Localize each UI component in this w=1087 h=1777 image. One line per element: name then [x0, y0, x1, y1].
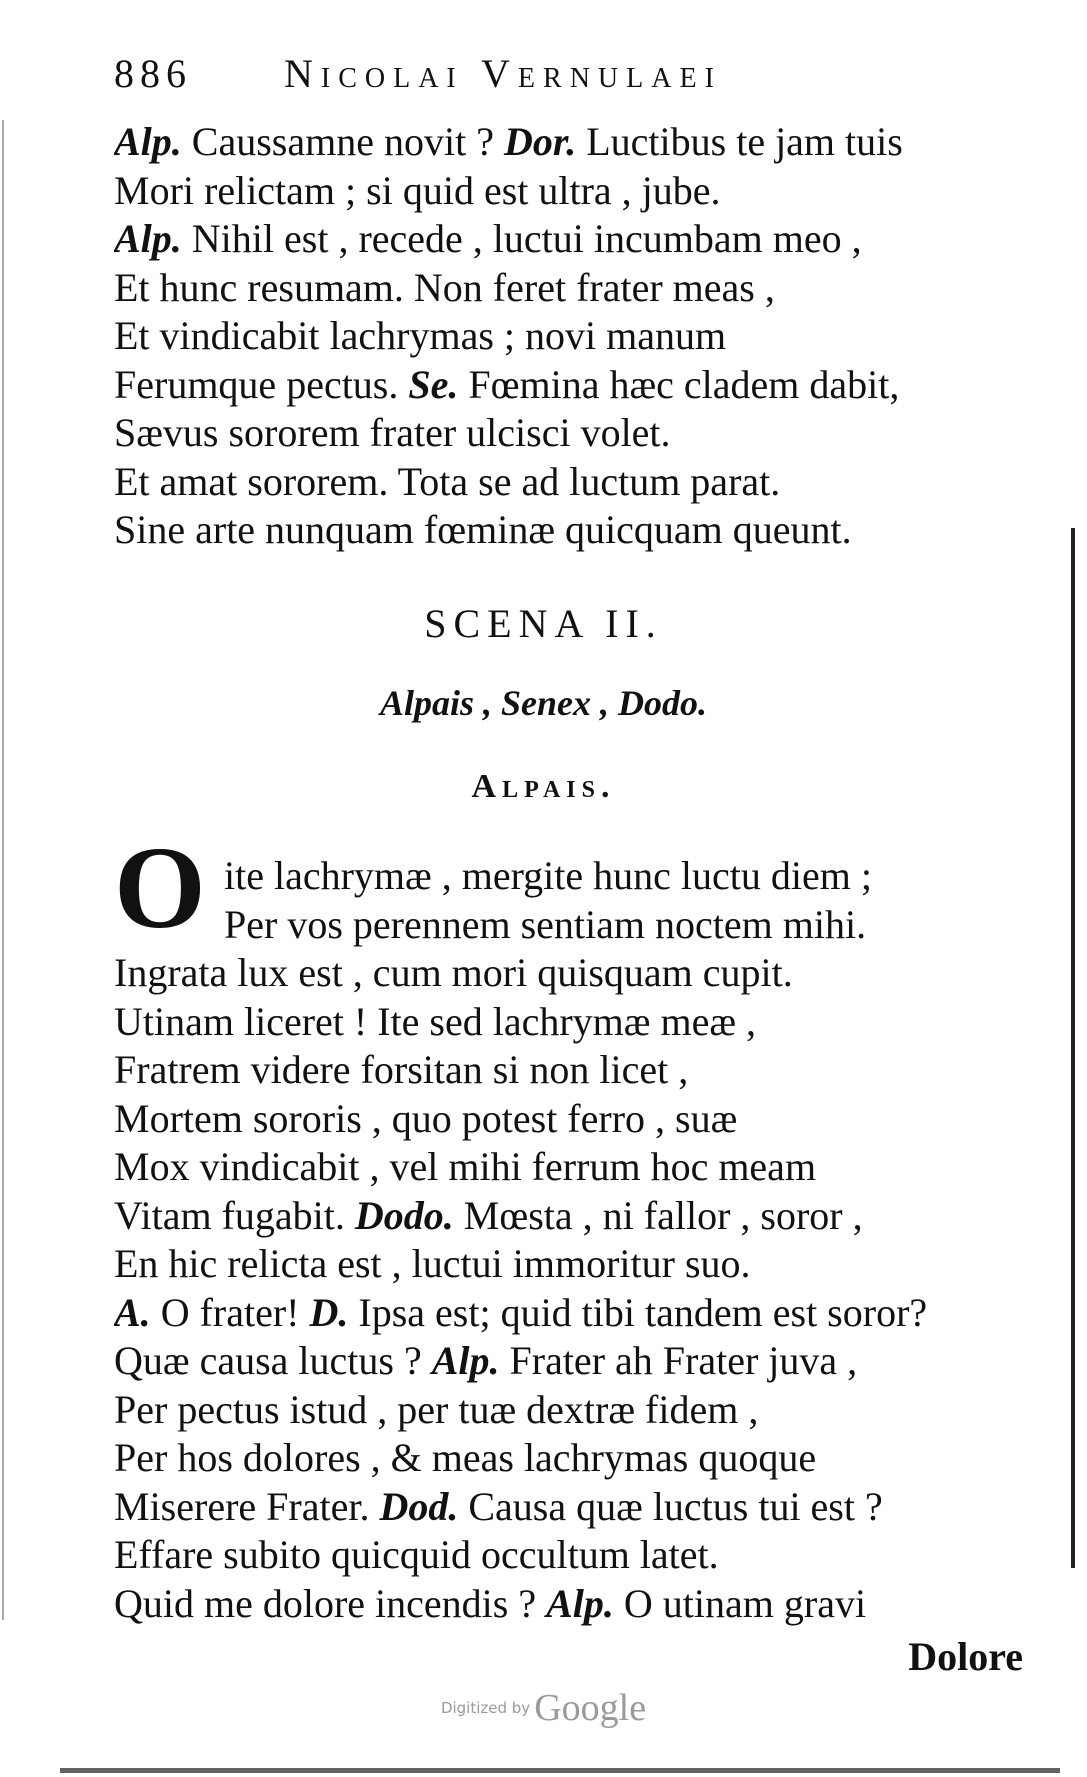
verse-text: Utinam liceret ! Ite sed lachrymæ meæ , — [114, 998, 757, 1044]
speaker-label: Alp. — [546, 1580, 614, 1626]
verse-text: Quid me dolore incendis ? — [114, 1580, 537, 1626]
verse-line — [114, 264, 1034, 313]
verse-text: Miserere Frater. — [114, 1483, 370, 1529]
verse-text: Per vos perennem sentiam noctem mihi. — [224, 901, 867, 947]
bottom-edge — [60, 1768, 1060, 1773]
digitization-watermark — [0, 1686, 1087, 1736]
verse-block-1 — [114, 118, 1034, 555]
verse-text: ite lachrymæ , mergite hunc luctu diem ; — [224, 853, 872, 898]
verse-line — [114, 1531, 1034, 1580]
verse-line — [114, 312, 1034, 361]
verse-text: Et amat sororem. Tota se ad luctum parat. — [114, 458, 781, 504]
verse-line — [114, 1289, 1034, 1338]
verse-line — [114, 1434, 1034, 1483]
verse-line — [114, 458, 1034, 507]
verse-line — [114, 1143, 1034, 1192]
verse-line — [114, 409, 1034, 458]
running-title: Nicolai Vernulaei — [284, 51, 722, 96]
page-edge-shadow — [1071, 528, 1075, 1568]
verse-text: Per pectus istud , per tuæ dextræ fidem , — [114, 1386, 759, 1432]
verse-line — [114, 1046, 1034, 1095]
verse-line — [114, 1240, 1034, 1289]
verse-line — [114, 167, 1034, 216]
verse-line — [114, 949, 1034, 998]
verse-line — [114, 1386, 1034, 1435]
verse-text: Mortem sororis , quo potest ferro , suæ — [114, 1095, 738, 1141]
speaker-label: D. — [309, 1289, 349, 1335]
verse-line — [114, 1337, 1034, 1386]
page-number: 886 — [114, 51, 192, 96]
verse-text: Nihil est , recede , luctui incumbam meo , — [191, 216, 862, 261]
verse-text: Per hos dolores , & meas lachrymas quoque — [114, 1435, 817, 1480]
verse-text: Quæ causa luctus ? — [114, 1338, 422, 1383]
speaker-label: Alp. — [114, 216, 182, 261]
verse-text: Et vindicabit lachrymas ; novi manum — [114, 313, 727, 358]
speaker-heading: Alpais. — [471, 768, 616, 805]
verse-line — [114, 361, 1034, 410]
speaker-label: Dodo. — [354, 1192, 454, 1238]
verse-text: Frater ah Frater juva , — [509, 1338, 858, 1383]
verse-line — [114, 215, 1034, 264]
verse-text: Ingrata lux est , cum mori quisquam cupit. — [114, 950, 793, 995]
speaker-label: Alp. — [114, 119, 182, 164]
verse-text: Luctibus te jam tuis — [586, 119, 903, 164]
verse-text: Effare subito quicquid occultum latet. — [114, 1532, 719, 1577]
verse-line — [114, 1192, 1034, 1241]
speaker-label: A. — [114, 1289, 151, 1335]
verse-text: O frater! — [160, 1289, 300, 1335]
verse-block-2 — [114, 852, 1034, 1628]
catchword: Dolore — [908, 1634, 1023, 1679]
drop-capital: O — [114, 822, 206, 953]
watermark-prefix: Digitized by — [440, 1699, 531, 1717]
verse-text: Fratrem videre forsitan si non licet , — [114, 1047, 689, 1092]
verse-line — [114, 506, 1034, 555]
speaker-label: Dor. — [503, 119, 577, 164]
verse-text: Vitam fugabit. — [114, 1192, 345, 1238]
running-header — [114, 50, 934, 100]
page-edge-left — [2, 120, 4, 1620]
verse-line — [114, 901, 1034, 950]
verse-line — [114, 1095, 1034, 1144]
verse-text: Sævus sororem frater ulcisci volet. — [114, 410, 671, 455]
verse-text: Caussamne novit ? — [191, 119, 494, 164]
verse-text: Mœsta , ni fallor , soror , — [463, 1192, 863, 1238]
verse-text: O utinam gravi — [623, 1580, 867, 1626]
verse-line — [114, 998, 1034, 1047]
verse-text: Et hunc resumam. Non feret frater meas , — [114, 264, 775, 310]
scene-title: SCENA II. — [424, 601, 663, 646]
verse-text: Mori relictam ; si quid est ultra , jube. — [114, 167, 721, 213]
verse-line — [114, 852, 1034, 901]
speaker-label: Alp. — [431, 1338, 500, 1383]
verse-text: Mox vindicabit , vel mihi ferrum hoc meam — [114, 1144, 817, 1189]
verse-text: Fœmina hæc cladem dabit, — [468, 361, 900, 407]
verse-text: Ipsa est; quid tibi tandem est soror? — [358, 1289, 928, 1335]
verse-line — [114, 118, 1034, 167]
speaker-label: Se. — [408, 361, 459, 407]
verse-line — [114, 1483, 1034, 1532]
verse-text: Ferumque pectus. — [114, 361, 399, 407]
verse-text: En hic relicta est , luctui immoritur suo. — [114, 1241, 751, 1286]
verse-text: Sine arte nunquam fœminæ quicquam queunt. — [114, 507, 852, 552]
google-logo: Google — [534, 1687, 647, 1729]
verse-line — [114, 1580, 1034, 1629]
speaker-label: Dod. — [379, 1483, 459, 1529]
verse-text: Causa quæ luctus tui est ? — [468, 1483, 883, 1529]
dramatis-personae: Alpais , Senex , Dodo. — [379, 683, 708, 723]
